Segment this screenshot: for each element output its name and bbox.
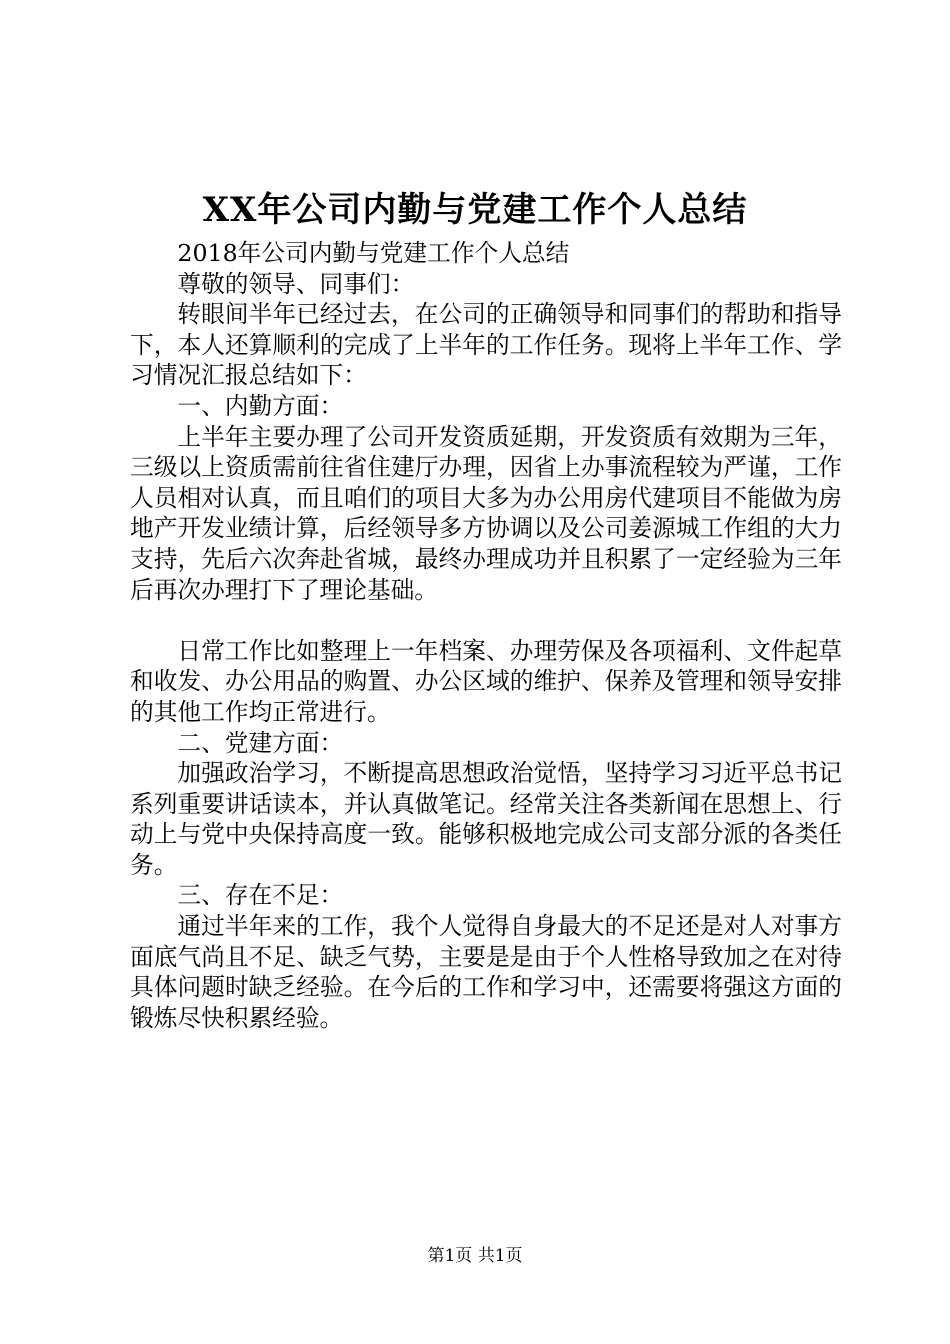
document-body <box>130 238 842 1033</box>
subtitle-paragraph: 2018年公司内勤与党建工作个人总结 <box>177 239 570 267</box>
intro-paragraph: 转眼间半年已经过去，在公司的正确领导和同事们的帮助和指导下，本人还算顺利的完成了上半年的工作任务。现将上半年工作、学习情况汇报总结如下： <box>130 300 842 390</box>
page-footer: 第1页 共1页 <box>427 1246 523 1266</box>
shortcomings-paragraph: 通过半年来的工作，我个人觉得自身最大的不足还是对人对事方面底气尚且不足、缺乏气势，主要是是由于个人性格导致加之在对待具体问题时缺乏经验。在今后的工作和学习中，还需要将强这方面的锻炼尽快积累经验。 <box>130 912 842 1032</box>
office-work-paragraph: 上半年主要办理了公司开发资质延期，开发资质有效期为三年，三级以上资质需前往省住建厅办理，因省上办事流程较为严谨，工作人员相对认真，而且咱们的项目大多为办公用房代建项目不能做为房地产开发业绩计算，后经领导多方协调以及公司姜源城工作组的大力支持，先后六次奔赴省城，最终办理成功并且积累了一定经验为三年后再次办理打下了理论基础。 <box>130 422 842 604</box>
document-title: XX年公司内勤与党建工作个人总结 <box>202 190 748 230</box>
party-work-paragraph: 加强政治学习，不断提高思想政治觉悟，坚持学习习近平总书记系列重要讲话读本，并认真做笔记。经常关注各类新闻在思想上、行动上与党中央保持高度一致。能够积极地完成公司支部分派的各类任务。 <box>130 759 842 879</box>
paragraph-spacer <box>130 605 842 636</box>
salutation-paragraph: 尊敬的领导、同事们： <box>177 269 415 298</box>
section-heading-shortcomings: 三、存在不足： <box>177 881 344 910</box>
section-heading-office: 一、内勤方面： <box>177 391 344 420</box>
section-heading-party: 二、党建方面： <box>177 728 344 757</box>
daily-work-paragraph: 日常工作比如整理上一年档案、办理劳保及各项福利、文件起草和收发、办公用品的购置、办公区域的维护、保养及管理和领导安排的其他工作均正常进行。 <box>130 636 842 726</box>
